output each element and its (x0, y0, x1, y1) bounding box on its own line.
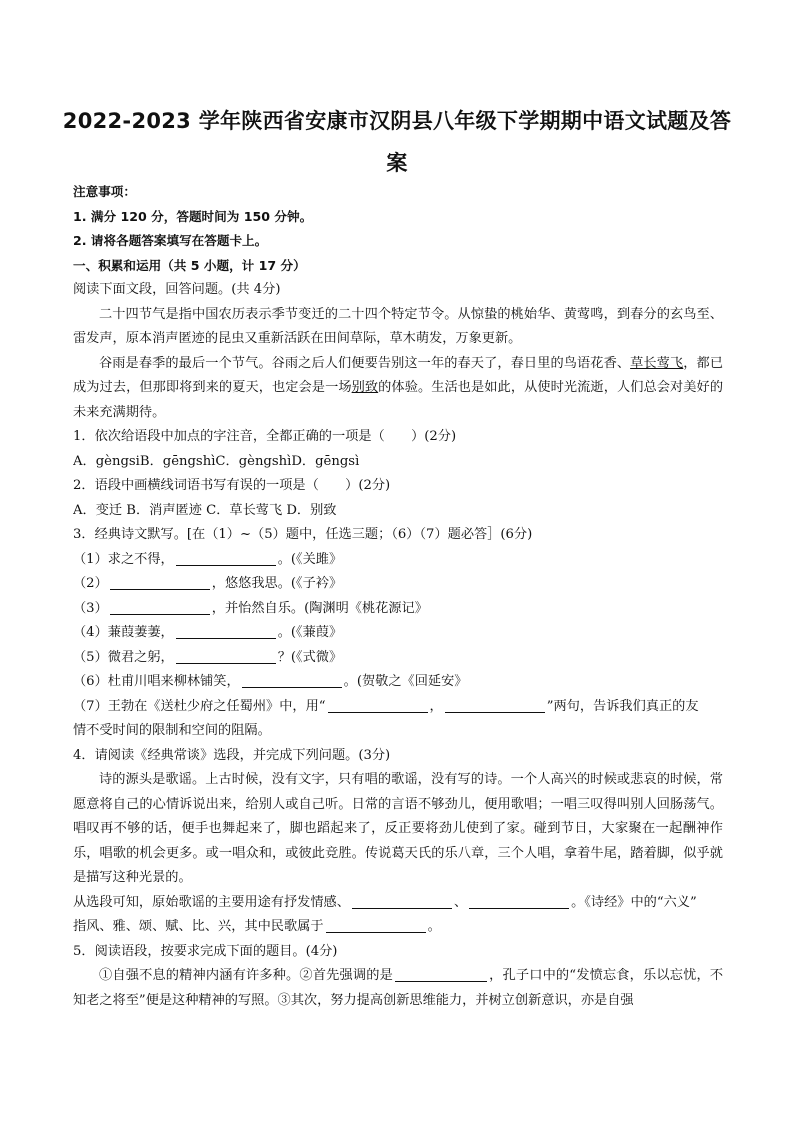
title-line-2: 案 (386, 151, 408, 175)
answer-blank[interactable] (242, 671, 342, 688)
answer-blank[interactable] (326, 916, 426, 933)
item-text: 。(贺敬之《回延安》 (343, 674, 468, 689)
item-text: （4）蒹葭萋萋， (73, 625, 174, 640)
ask-text: 从选段可知，原始歌谣的主要用途有抒发情感、 (73, 894, 350, 910)
item-text: ，并怡然自乐。(陶渊明《桃花源记》 (211, 600, 428, 616)
underlined-phrase: 草长莺飞 (630, 355, 684, 371)
item-text: ？(《式微》 (277, 649, 343, 665)
underlined-phrase: 别致 (351, 380, 379, 395)
item-text: （2） (73, 576, 108, 591)
answer-blank[interactable] (110, 573, 210, 590)
question-3-item-1 (73, 548, 723, 573)
item-text: （5）微君之躬， (73, 649, 174, 665)
question-3-item-7 (73, 695, 723, 720)
question-4-ask-cont (73, 915, 723, 940)
question-2-stem: 2．语段中画横线词语书写有误的一项是（ ）(2分) (73, 478, 391, 493)
answer-blank[interactable] (469, 892, 569, 909)
answer-blank[interactable] (176, 622, 276, 639)
item-text: 。(《蒹葭》 (277, 625, 343, 640)
item-text: ”两句，告诉我们真正的友 (546, 698, 699, 714)
question-3-item-6 (73, 670, 723, 695)
reading-intro: 阅读下面文段，回答问题。(共 4分) (73, 282, 281, 297)
item-text: （1）求之不得， (73, 551, 174, 567)
question-5-passage (73, 964, 723, 1013)
question-3-item-7-cont: 情不受时间的限制和空间的阻隔。 (73, 723, 271, 738)
section-heading: 一、积累和运用（共 5 小题，计 17 分） (73, 257, 306, 273)
passage-paragraph-1: 二十四节气是指中国农历表示季节变迁的二十四个特定节令。从惊蛰的桃始华、黄莺鸣，到春分的玄鸟至、雷发声，原本消声匿迹的昆虫又重新活跃在田间草际，草木萌发，万象更新。 (73, 306, 723, 346)
question-3-item-2 (73, 572, 723, 597)
question-3-item-5 (73, 646, 723, 671)
question-4-stem: 4．请阅读《经典常谈》选段，并完成下列问题。(3分) (73, 747, 391, 763)
notice-item-1: 1. 满分 120 分，答题时间为 150 分钟。 (73, 208, 313, 224)
ask-text: 。《诗经》中的“六义” (571, 894, 697, 910)
passage-paragraph-2 (73, 352, 723, 426)
item-text: （6）杜甫川唱来柳林铺笑， (73, 674, 240, 689)
item-text: （7）王勃在《送杜少府之任蜀州》中，用“ (73, 698, 326, 714)
question-4-ask (73, 891, 723, 916)
notice-heading: 注意事项： (73, 184, 136, 199)
passage-text: 谷雨是春季的最后一个节气。谷雨之后人们便要告别这一年的春天了，春日里的鸟语花香、 (99, 355, 631, 371)
question-3-item-4 (73, 621, 723, 646)
answer-blank[interactable] (395, 965, 487, 982)
passage-text: ，孔子口中的“发愤忘食，乐以忘忧，不知老之将至”便是这种精神的写照。③其次，努力提高创新思维能力，并树立创新意识，亦是自强 (73, 968, 724, 1008)
answer-blank[interactable] (176, 647, 276, 664)
item-text: ，悠悠我思。(《子衿》 (211, 576, 343, 591)
ask-text: 。 (427, 919, 441, 934)
ask-text: 指风、雅、颂、赋、比、兴，其中民歌属于 (73, 919, 324, 934)
passage-text: ①自强不息的精神内涵有许多种。②首先强调的是 (99, 968, 393, 983)
item-text: （3） (73, 600, 108, 616)
passage-text: 的体验。生活也是如此，从使时光流逝，人们总会对美好的未来充满期待。 (73, 380, 724, 420)
title-line-1: 2022-2023 学年陕西省安康市汉阴县八年级下学期期中语文试题及答 (62, 109, 732, 133)
ask-text: 、 (453, 894, 468, 910)
question-1-stem: 1．依次给语段中加点的字注音，全都正确的一项是（ ）(2分) (73, 429, 457, 444)
question-3-stem: 3．经典诗文默写。[在（1）~（5）题中，任选三题；（6）（7）题必答］(6分) (73, 527, 533, 542)
question-3-item-3 (73, 597, 723, 622)
item-text: ， (429, 698, 443, 714)
item-text: 。(《关雎》 (277, 551, 343, 567)
exam-title (60, 100, 734, 184)
answer-blank[interactable] (328, 696, 428, 713)
question-5-stem: 5．阅读语段，按要求完成下面的题目。(4分) (73, 943, 338, 959)
question-4-passage: 诗的源头是歌谣。上古时候，没有文字，只有唱的歌谣，没有写的诗。一个人高兴的时候或悲哀的时候，常愿意将自己的心情诉说出来，给别人或自己听。日常的言语不够劲儿，便用歌唱；一唱三叹得叫别人回肠荡气。唱叹再不够的话，便手也舞起来了，脚也蹈起来了，反正要将劲儿使到了家。碰到节日，大家聚在一起酬神作乐，唱歌的机会更多。或一唱众和，或彼此竞胜。传说葛天氏的乐八章，三个人唱，拿着牛尾，踏着脚，似乎就是描写这种光景的。 (73, 772, 723, 885)
answer-blank[interactable] (445, 696, 545, 713)
passage-text: ，都已成为过去，但那即将到来的夏天，也定会是一场 (73, 355, 724, 395)
exam-body (73, 180, 723, 1013)
answer-blank[interactable] (352, 892, 452, 909)
question-2-options: A．变迁 B．消声匿迹 C．草长莺飞 D．别致 (73, 502, 337, 518)
answer-blank[interactable] (176, 549, 276, 566)
notice-item-2: 2. 请将各题答案填写在答题卡上。 (73, 233, 268, 248)
answer-blank[interactable] (110, 598, 210, 615)
question-1-options: A．gèngsiB．gēngshìC．gèngshìD．gēngsì (73, 453, 360, 469)
